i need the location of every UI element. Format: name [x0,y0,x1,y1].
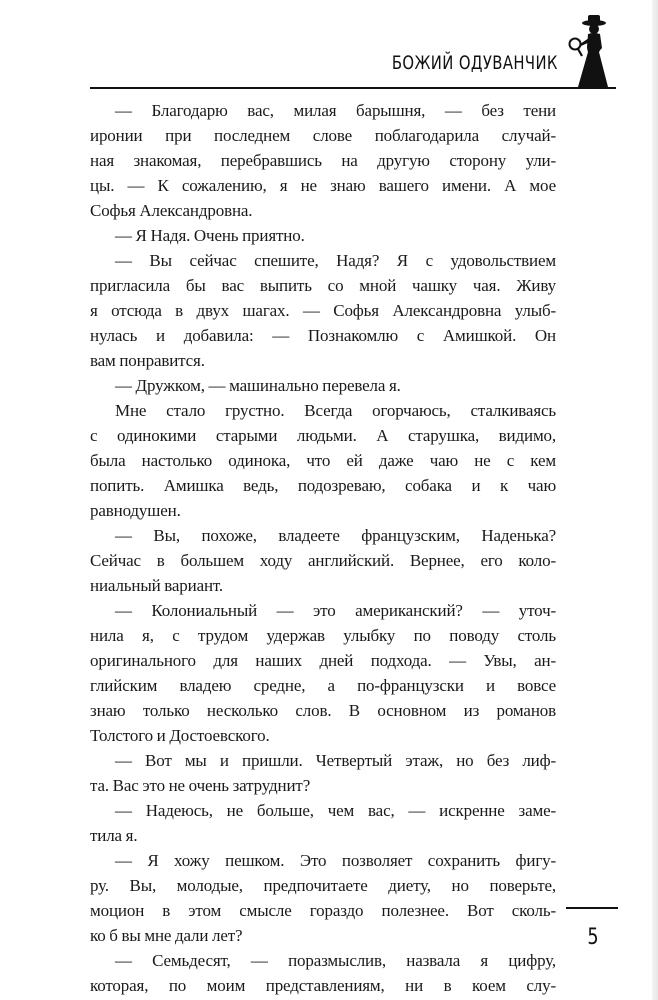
text-line: знаю только несколько слов. В основном из романов [90,701,556,720]
chapter-text [90,98,556,998]
text-line: попить. Амишка ведь, подозреваю, собака и к чаю [90,476,556,495]
text-line: цы. — К сожалению, я не знаю вашего имени. А мое [90,176,556,195]
text-line: ру. Вы, молодые, предпочитаете диету, но поверьте, [90,876,556,895]
text-line: моцион в этом смысле гораздо полезнее. Вот сколь- [90,901,556,920]
header-rule [90,87,616,89]
page-edge-shadow [652,0,658,1000]
text-line: ко б вы мне дали лет? [90,926,243,945]
text-line: нила я, с трудом удержав улыбку по поводу столь [90,626,556,645]
text-line: оригинального для наших дней подхода. — Увы, ан- [90,651,556,670]
page-header [90,0,616,90]
text-line: которая, по моим представлениям, ни в коем слу- [90,976,556,995]
text-line: — Я хожу пешком. Это позволяет сохранить фигу- [115,851,556,870]
text-line: иронии при последнем слове поблагодарила случай- [90,126,556,145]
lady-with-magnifying-glass-icon [566,14,612,88]
text-line: Толстого и Достоевского. [90,726,270,745]
text-line: — Дружком, — машинально перевела я. [115,376,401,395]
text-line: — Колониальный — это американский? — уточ- [115,601,556,620]
text-line: — Благодарю вас, милая барышня, — без тени [115,101,556,120]
text-line: — Вы, похоже, владеете французским, Наденька? [115,526,556,545]
text-line: была настолько одинока, что ей даже чаю не с кем [90,451,556,470]
footer-rule [566,907,618,909]
text-line: та. Вас это не очень затруднит? [90,776,311,795]
text-line: тила я. [90,826,138,845]
text-line: пригласила бы вас выпить со мной чашку чая. Живу [90,276,556,295]
text-line: равнодушен. [90,501,181,520]
text-line: вам понравится. [90,351,205,370]
text-line: нулась и добавила: — Познакомлю с Амишкой. Он [90,326,556,345]
text-line: с одинокими старыми людьми. А старушка, видимо, [90,426,556,445]
text-line: Мне стало грустно. Всегда огорчаюсь, сталкиваясь [115,401,556,420]
text-line: глийским владею средне, а по-французски и вовсе [90,676,556,695]
text-line: ниальный вариант. [90,576,224,595]
text-line: — Семьдесят, — поразмыслив, назвала я цифру, [115,951,556,970]
text-line: я отсюда в двух шагах. — Софья Александровна улыб- [90,301,556,320]
text-line: — Надеюсь, не больше, чем вас, — искренне заме- [115,801,556,820]
text-line: — Я Надя. Очень приятно. [115,226,305,245]
text-line: — Вы сейчас спешите, Надя? Я с удовольствием [115,251,556,270]
text-line: Сейчас в большем ходу английский. Вернее, его коло- [90,551,556,570]
text-line: ная знакомая, перебравшись на другую сторону ули- [90,151,556,170]
text-line: — Вот мы и пришли. Четвертый этаж, но без лиф- [115,751,556,770]
page-number: 5 [587,925,599,950]
text-line: Софья Александровна. [90,201,253,220]
running-title: БОЖИЙ ОДУВАНЧИК [391,52,558,74]
